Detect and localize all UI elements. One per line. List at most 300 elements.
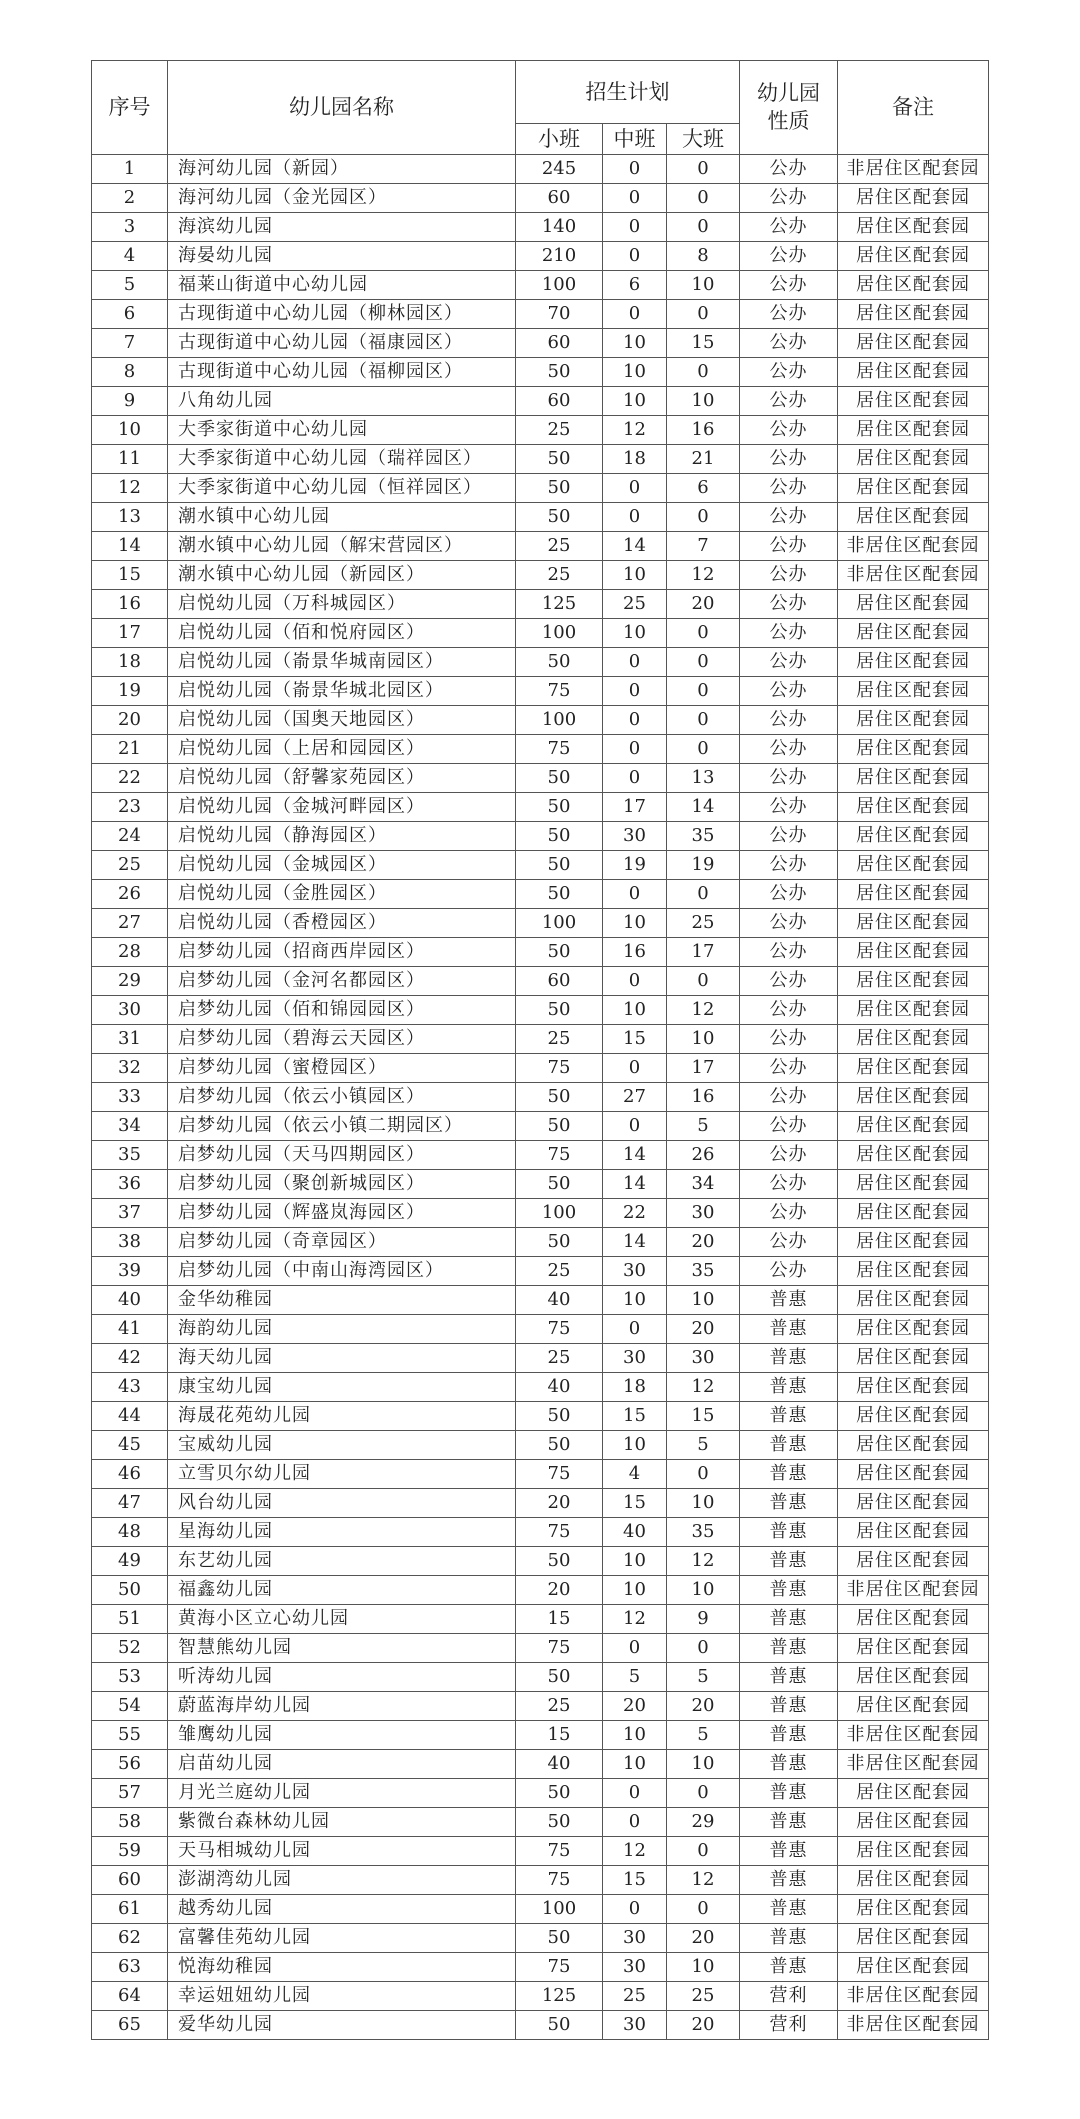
row-seq: 36	[92, 1170, 168, 1199]
row-large: 6	[667, 474, 740, 503]
row-remark: 居住区配套园	[838, 1315, 989, 1344]
row-small: 75	[516, 677, 603, 706]
row-nature: 公办	[740, 764, 838, 793]
table-row	[92, 967, 989, 996]
row-large: 20	[667, 1692, 740, 1721]
row-small: 50	[516, 996, 603, 1025]
row-seq: 3	[92, 213, 168, 242]
row-seq: 56	[92, 1750, 168, 1779]
row-nature: 公办	[740, 329, 838, 358]
row-large: 10	[667, 1489, 740, 1518]
row-name: 启苗幼儿园	[168, 1750, 516, 1779]
row-middle: 30	[603, 822, 667, 851]
row-name: 启梦幼儿园（奇章园区）	[168, 1228, 516, 1257]
row-small: 20	[516, 1489, 603, 1518]
row-small: 100	[516, 271, 603, 300]
row-small: 75	[516, 1141, 603, 1170]
table-row	[92, 445, 989, 474]
row-middle: 15	[603, 1402, 667, 1431]
row-seq: 45	[92, 1431, 168, 1460]
row-seq: 65	[92, 2011, 168, 2040]
row-small: 50	[516, 1170, 603, 1199]
row-nature: 普惠	[740, 1344, 838, 1373]
row-remark: 居住区配套园	[838, 184, 989, 213]
table-row	[92, 590, 989, 619]
row-small: 75	[516, 1315, 603, 1344]
row-nature: 公办	[740, 242, 838, 271]
row-remark: 居住区配套园	[838, 300, 989, 329]
row-middle: 0	[603, 967, 667, 996]
row-nature: 普惠	[740, 1402, 838, 1431]
row-large: 16	[667, 1083, 740, 1112]
row-remark: 居住区配套园	[838, 1924, 989, 1953]
row-seq: 22	[92, 764, 168, 793]
row-remark: 居住区配套园	[838, 213, 989, 242]
row-name: 启悦幼儿园（嵛景华城南园区）	[168, 648, 516, 677]
row-large: 0	[667, 735, 740, 764]
row-nature: 公办	[740, 271, 838, 300]
row-small: 50	[516, 503, 603, 532]
header-nature: 幼儿园 性质	[740, 61, 838, 155]
row-small: 25	[516, 532, 603, 561]
row-large: 10	[667, 1750, 740, 1779]
row-name: 宝威幼儿园	[168, 1431, 516, 1460]
table-row	[92, 358, 989, 387]
row-middle: 10	[603, 909, 667, 938]
row-middle: 40	[603, 1518, 667, 1547]
row-small: 100	[516, 1199, 603, 1228]
row-nature: 普惠	[740, 1373, 838, 1402]
table-row	[92, 1402, 989, 1431]
row-seq: 35	[92, 1141, 168, 1170]
row-large: 30	[667, 1199, 740, 1228]
row-middle: 0	[603, 1779, 667, 1808]
row-middle: 0	[603, 1895, 667, 1924]
table-row	[92, 300, 989, 329]
row-remark: 居住区配套园	[838, 1837, 989, 1866]
row-remark: 居住区配套园	[838, 706, 989, 735]
row-remark: 居住区配套园	[838, 1808, 989, 1837]
row-name: 启梦幼儿园（佰和锦园园区）	[168, 996, 516, 1025]
row-small: 210	[516, 242, 603, 271]
row-seq: 53	[92, 1663, 168, 1692]
row-name: 福鑫幼儿园	[168, 1576, 516, 1605]
row-small: 40	[516, 1286, 603, 1315]
row-seq: 9	[92, 387, 168, 416]
row-small: 100	[516, 706, 603, 735]
row-small: 75	[516, 1460, 603, 1489]
row-small: 50	[516, 1663, 603, 1692]
row-seq: 46	[92, 1460, 168, 1489]
row-large: 26	[667, 1141, 740, 1170]
row-remark: 居住区配套园	[838, 1489, 989, 1518]
row-seq: 62	[92, 1924, 168, 1953]
row-large: 14	[667, 793, 740, 822]
row-large: 30	[667, 1344, 740, 1373]
row-seq: 14	[92, 532, 168, 561]
row-remark: 居住区配套园	[838, 242, 989, 271]
row-remark: 居住区配套园	[838, 503, 989, 532]
table-row	[92, 822, 989, 851]
row-nature: 公办	[740, 561, 838, 590]
table-row	[92, 909, 989, 938]
row-seq: 7	[92, 329, 168, 358]
row-middle: 20	[603, 1692, 667, 1721]
table-row	[92, 1257, 989, 1286]
row-middle: 0	[603, 735, 667, 764]
row-nature: 普惠	[740, 1895, 838, 1924]
row-nature: 普惠	[740, 1750, 838, 1779]
row-name: 天马相城幼儿园	[168, 1837, 516, 1866]
row-middle: 12	[603, 1837, 667, 1866]
row-nature: 普惠	[740, 1634, 838, 1663]
row-nature: 普惠	[740, 1605, 838, 1634]
table-row	[92, 474, 989, 503]
row-seq: 31	[92, 1025, 168, 1054]
table-row	[92, 1605, 989, 1634]
table-row	[92, 793, 989, 822]
row-remark: 非居住区配套园	[838, 532, 989, 561]
row-large: 12	[667, 996, 740, 1025]
row-seq: 50	[92, 1576, 168, 1605]
row-small: 75	[516, 1634, 603, 1663]
row-small: 125	[516, 1982, 603, 2011]
table-row	[92, 1489, 989, 1518]
row-name: 启悦幼儿园（舒馨家苑园区）	[168, 764, 516, 793]
header-seq: 序号	[92, 61, 168, 155]
row-remark: 居住区配套园	[838, 1025, 989, 1054]
row-seq: 48	[92, 1518, 168, 1547]
row-remark: 居住区配套园	[838, 1141, 989, 1170]
row-nature: 普惠	[740, 1779, 838, 1808]
row-large: 29	[667, 1808, 740, 1837]
row-middle: 18	[603, 1373, 667, 1402]
row-seq: 39	[92, 1257, 168, 1286]
row-middle: 0	[603, 242, 667, 271]
row-middle: 10	[603, 1431, 667, 1460]
row-large: 0	[667, 1779, 740, 1808]
header-name: 幼儿园名称	[168, 61, 516, 155]
row-remark: 居住区配套园	[838, 329, 989, 358]
row-seq: 10	[92, 416, 168, 445]
row-name: 爱华幼儿园	[168, 2011, 516, 2040]
row-small: 25	[516, 1692, 603, 1721]
row-remark: 居住区配套园	[838, 590, 989, 619]
row-large: 12	[667, 1547, 740, 1576]
row-middle: 0	[603, 880, 667, 909]
row-seq: 21	[92, 735, 168, 764]
table-row	[92, 1692, 989, 1721]
row-seq: 57	[92, 1779, 168, 1808]
row-nature: 营利	[740, 1982, 838, 2011]
row-nature: 公办	[740, 184, 838, 213]
row-remark: 居住区配套园	[838, 1373, 989, 1402]
row-middle: 10	[603, 619, 667, 648]
row-remark: 居住区配套园	[838, 1257, 989, 1286]
table-row	[92, 213, 989, 242]
row-small: 50	[516, 648, 603, 677]
row-remark: 居住区配套园	[838, 793, 989, 822]
row-name: 启悦幼儿园（万科城园区）	[168, 590, 516, 619]
row-small: 75	[516, 735, 603, 764]
table-row	[92, 1025, 989, 1054]
row-seq: 42	[92, 1344, 168, 1373]
row-middle: 30	[603, 1257, 667, 1286]
row-large: 35	[667, 822, 740, 851]
table-row	[92, 387, 989, 416]
row-small: 140	[516, 213, 603, 242]
row-small: 50	[516, 1924, 603, 1953]
row-large: 25	[667, 909, 740, 938]
row-large: 10	[667, 1025, 740, 1054]
row-middle: 0	[603, 503, 667, 532]
row-small: 60	[516, 329, 603, 358]
row-remark: 居住区配套园	[838, 1054, 989, 1083]
row-seq: 29	[92, 967, 168, 996]
row-nature: 公办	[740, 706, 838, 735]
row-nature: 普惠	[740, 1489, 838, 1518]
row-large: 15	[667, 1402, 740, 1431]
row-remark: 居住区配套园	[838, 909, 989, 938]
row-middle: 10	[603, 387, 667, 416]
row-small: 50	[516, 2011, 603, 2040]
table-row	[92, 561, 989, 590]
row-seq: 54	[92, 1692, 168, 1721]
row-seq: 19	[92, 677, 168, 706]
table-row	[92, 1808, 989, 1837]
table-row	[92, 242, 989, 271]
row-large: 0	[667, 967, 740, 996]
row-nature: 公办	[740, 590, 838, 619]
row-nature: 普惠	[740, 1866, 838, 1895]
table-row	[92, 996, 989, 1025]
row-middle: 0	[603, 1315, 667, 1344]
row-small: 25	[516, 1344, 603, 1373]
row-remark: 居住区配套园	[838, 880, 989, 909]
row-small: 40	[516, 1373, 603, 1402]
row-small: 125	[516, 590, 603, 619]
row-small: 15	[516, 1721, 603, 1750]
row-large: 8	[667, 242, 740, 271]
row-small: 50	[516, 822, 603, 851]
row-small: 40	[516, 1750, 603, 1779]
row-middle: 0	[603, 1054, 667, 1083]
row-middle: 30	[603, 1344, 667, 1373]
table-row	[92, 1750, 989, 1779]
row-nature: 公办	[740, 416, 838, 445]
row-small: 75	[516, 1518, 603, 1547]
row-large: 0	[667, 1895, 740, 1924]
row-seq: 52	[92, 1634, 168, 1663]
row-nature: 公办	[740, 358, 838, 387]
row-nature: 公办	[740, 909, 838, 938]
row-remark: 居住区配套园	[838, 416, 989, 445]
table-row	[92, 619, 989, 648]
row-large: 12	[667, 1866, 740, 1895]
row-name: 黄海小区立心幼儿园	[168, 1605, 516, 1634]
row-name: 大季家街道中心幼儿园（瑞祥园区）	[168, 445, 516, 474]
row-remark: 居住区配套园	[838, 1286, 989, 1315]
row-remark: 居住区配套园	[838, 1895, 989, 1924]
row-seq: 60	[92, 1866, 168, 1895]
row-remark: 非居住区配套园	[838, 561, 989, 590]
row-large: 0	[667, 619, 740, 648]
row-large: 0	[667, 648, 740, 677]
row-nature: 公办	[740, 1054, 838, 1083]
row-nature: 普惠	[740, 1808, 838, 1837]
row-middle: 0	[603, 1112, 667, 1141]
table-row	[92, 677, 989, 706]
table-row	[92, 503, 989, 532]
row-small: 50	[516, 1083, 603, 1112]
table-row	[92, 764, 989, 793]
row-name: 启梦幼儿园（金河名都园区）	[168, 967, 516, 996]
row-name: 大季家街道中心幼儿园	[168, 416, 516, 445]
table-row	[92, 155, 989, 184]
row-large: 25	[667, 1982, 740, 2011]
row-seq: 13	[92, 503, 168, 532]
row-name: 启梦幼儿园（天马四期园区）	[168, 1141, 516, 1170]
row-seq: 40	[92, 1286, 168, 1315]
row-nature: 公办	[740, 619, 838, 648]
row-name: 启梦幼儿园（招商西岸园区）	[168, 938, 516, 967]
row-nature: 公办	[740, 1112, 838, 1141]
row-large: 7	[667, 532, 740, 561]
row-remark: 居住区配套园	[838, 1634, 989, 1663]
row-small: 50	[516, 938, 603, 967]
row-middle: 10	[603, 1750, 667, 1779]
row-seq: 17	[92, 619, 168, 648]
row-seq: 16	[92, 590, 168, 619]
row-name: 东艺幼儿园	[168, 1547, 516, 1576]
row-name: 启悦幼儿园（佰和悦府园区）	[168, 619, 516, 648]
row-remark: 居住区配套园	[838, 619, 989, 648]
row-large: 0	[667, 706, 740, 735]
row-name: 福莱山街道中心幼儿园	[168, 271, 516, 300]
row-small: 50	[516, 793, 603, 822]
row-name: 启悦幼儿园（国奥天地园区）	[168, 706, 516, 735]
row-seq: 20	[92, 706, 168, 735]
row-seq: 44	[92, 1402, 168, 1431]
table-row	[92, 1866, 989, 1895]
row-name: 海河幼儿园（金光园区）	[168, 184, 516, 213]
row-remark: 居住区配套园	[838, 1228, 989, 1257]
row-nature: 普惠	[740, 1431, 838, 1460]
row-large: 17	[667, 1054, 740, 1083]
table-row	[92, 1083, 989, 1112]
table-row	[92, 1837, 989, 1866]
row-small: 50	[516, 1547, 603, 1576]
row-seq: 63	[92, 1953, 168, 1982]
row-middle: 6	[603, 271, 667, 300]
row-seq: 28	[92, 938, 168, 967]
row-middle: 10	[603, 1721, 667, 1750]
row-large: 20	[667, 2011, 740, 2040]
row-remark: 居住区配套园	[838, 445, 989, 474]
row-name: 澎湖湾幼儿园	[168, 1866, 516, 1895]
row-nature: 公办	[740, 677, 838, 706]
table-row	[92, 1982, 989, 2011]
row-seq: 2	[92, 184, 168, 213]
row-nature: 普惠	[740, 1518, 838, 1547]
header-small: 小班	[516, 124, 603, 155]
row-remark: 居住区配套园	[838, 648, 989, 677]
row-name: 雏鹰幼儿园	[168, 1721, 516, 1750]
row-nature: 普惠	[740, 1286, 838, 1315]
row-seq: 64	[92, 1982, 168, 2011]
row-name: 潮水镇中心幼儿园（新园区）	[168, 561, 516, 590]
row-remark: 居住区配套园	[838, 851, 989, 880]
row-nature: 营利	[740, 2011, 838, 2040]
row-small: 25	[516, 1025, 603, 1054]
row-remark: 居住区配套园	[838, 1953, 989, 1982]
row-middle: 30	[603, 1953, 667, 1982]
row-small: 50	[516, 851, 603, 880]
row-small: 60	[516, 184, 603, 213]
table-row	[92, 1634, 989, 1663]
row-middle: 15	[603, 1866, 667, 1895]
row-middle: 0	[603, 300, 667, 329]
row-nature: 普惠	[740, 1837, 838, 1866]
row-middle: 30	[603, 1924, 667, 1953]
row-nature: 普惠	[740, 1924, 838, 1953]
row-middle: 14	[603, 1170, 667, 1199]
table-row	[92, 416, 989, 445]
table-row	[92, 1924, 989, 1953]
row-large: 10	[667, 387, 740, 416]
row-middle: 0	[603, 155, 667, 184]
row-seq: 30	[92, 996, 168, 1025]
row-small: 50	[516, 1431, 603, 1460]
table-row	[92, 1286, 989, 1315]
row-middle: 0	[603, 677, 667, 706]
row-name: 风台幼儿园	[168, 1489, 516, 1518]
table-row	[92, 706, 989, 735]
row-large: 20	[667, 1228, 740, 1257]
row-seq: 51	[92, 1605, 168, 1634]
table-row	[92, 1518, 989, 1547]
table-row	[92, 1228, 989, 1257]
row-nature: 公办	[740, 300, 838, 329]
header-remark: 备注	[838, 61, 989, 155]
row-name: 启梦幼儿园（碧海云天园区）	[168, 1025, 516, 1054]
row-name: 幸运妞妞幼儿园	[168, 1982, 516, 2011]
row-middle: 5	[603, 1663, 667, 1692]
row-seq: 27	[92, 909, 168, 938]
row-remark: 居住区配套园	[838, 1112, 989, 1141]
row-middle: 10	[603, 1576, 667, 1605]
row-large: 5	[667, 1663, 740, 1692]
header-middle: 中班	[603, 124, 667, 155]
table-row	[92, 2011, 989, 2040]
row-name: 启悦幼儿园（金城河畔园区）	[168, 793, 516, 822]
row-large: 34	[667, 1170, 740, 1199]
row-seq: 11	[92, 445, 168, 474]
row-nature: 普惠	[740, 1953, 838, 1982]
row-large: 0	[667, 1634, 740, 1663]
row-large: 15	[667, 329, 740, 358]
row-nature: 普惠	[740, 1663, 838, 1692]
row-remark: 居住区配套园	[838, 1199, 989, 1228]
row-large: 19	[667, 851, 740, 880]
row-nature: 普惠	[740, 1692, 838, 1721]
row-middle: 0	[603, 1808, 667, 1837]
row-middle: 0	[603, 213, 667, 242]
row-seq: 47	[92, 1489, 168, 1518]
row-seq: 41	[92, 1315, 168, 1344]
row-large: 35	[667, 1518, 740, 1547]
row-small: 50	[516, 445, 603, 474]
